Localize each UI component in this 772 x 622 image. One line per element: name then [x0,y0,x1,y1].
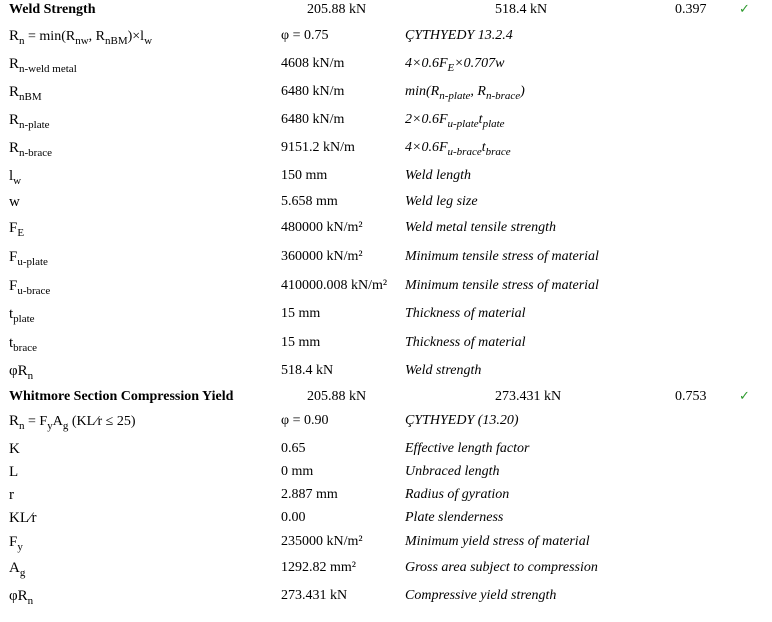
row-description: Thickness of material [405,335,526,350]
row-description: Weld length [405,168,471,183]
row-description: Weld metal tensile strength [405,220,556,235]
ratio-value: 0.753 [675,389,707,404]
row-symbol: $F_E$ [9,220,25,239]
row-description: ÇYTHYEDY (13.20) [405,413,519,428]
row-value: 2.887 mm [281,487,338,502]
row-symbol: $l_w$ [9,168,22,187]
section-title: Weld Strength [9,2,96,17]
row-symbol: KL⁄r [9,510,37,526]
row-symbol: K [9,441,20,457]
row-symbol: $\varphi R_n$ [9,588,34,607]
row-value: 6480 kN/m [281,112,345,127]
row-symbol: r [9,487,14,503]
row-value: 518.4 kN [281,363,334,378]
row-symbol: $t_{brace}$ [9,335,37,354]
row-symbol: $t_{plate}$ [9,306,35,325]
row-value: 410000.008 kN/m² [281,278,388,293]
row-description: Radius of gyration [405,487,510,502]
row-value: 0.00 [281,510,306,525]
section-title: Whitmore Section Compression Yield [9,389,234,404]
ratio-value: 0.397 [675,2,707,17]
row-symbol: $A_g$ [9,560,26,579]
row-value: 1292.82 mm² [281,560,356,575]
row-symbol: w [9,194,20,210]
row-value: 4608 kN/m [281,56,345,71]
row-symbol: L [9,464,19,480]
row-description: Thickness of material [405,306,526,321]
capacity-value: 273.431 kN [495,389,562,404]
row-value: 480000 kN/m² [281,220,363,235]
row-description: Minimum yield stress of material [405,534,590,549]
row-symbol: $F_{u-plate}$ [9,249,48,268]
row-description: $\min(R_{n-plate}$, $R_{n-brace}$) [405,84,525,102]
row-description: Compressive yield strength [405,588,557,603]
row-value: φ = 0.90 [281,413,329,428]
row-value: 15 mm [281,335,321,350]
row-description: Gross area subject to compression [405,560,598,575]
row-description: Unbraced length [405,464,500,479]
row-symbol: $F_y$ [9,534,23,553]
row-value: 5.658 mm [281,194,338,209]
row-symbol: $F_{u-brace}$ [9,278,51,297]
row-value: 0 mm [281,464,314,479]
row-description: Minimum tensile stress of material [405,278,599,293]
row-description: Plate slenderness [405,510,504,525]
row-symbol: $R_{nBM}$ [9,84,42,103]
row-description: ÇYTHYEDY 13.2.4 [405,28,513,43]
row-description: Weld strength [405,363,482,378]
row-value: 6480 kN/m [281,84,345,99]
row-description: Weld leg size [405,194,478,209]
row-description: $4\times 0.6F_E\times 0.707w$ [405,56,505,74]
row-description: Effective length factor [405,441,530,456]
formula-symbol: $R_n = \min(R_{nw}$, $R_{nBM})\times l_w$ [9,28,153,47]
row-value: 15 mm [281,306,321,321]
demand-value: 205.88 kN [307,389,367,404]
row-value: 150 mm [281,168,328,183]
row-description: $2\times 0.6F_{u-plate}t_{plate}$ [405,112,505,130]
row-description: $4\times 0.6F_{u-brace}t_{brace}$ [405,140,511,158]
row-value: 273.431 kN [281,588,348,603]
row-value: 0.65 [281,441,306,456]
row-symbol: $R_{n-plate}$ [9,112,50,131]
row-value: 235000 kN/m² [281,534,363,549]
row-symbol: $\varphi R_n$ [9,363,34,382]
row-description: Minimum tensile stress of material [405,249,599,264]
row-symbol: $R_{n-weld metal}$ [9,56,77,75]
row-value: 360000 kN/m² [281,249,363,264]
row-value: φ = 0.75 [281,28,329,43]
formula-symbol: $R_n = F_yA_g$ (KL⁄r ≤ 25) [9,413,136,432]
demand-value: 205.88 kN [307,2,367,17]
check-icon: ✓ [739,389,750,404]
capacity-value: 518.4 kN [495,2,548,17]
row-symbol: $R_{n-brace}$ [9,140,52,159]
row-value: 9151.2 kN/m [281,140,355,155]
check-icon: ✓ [739,2,750,17]
